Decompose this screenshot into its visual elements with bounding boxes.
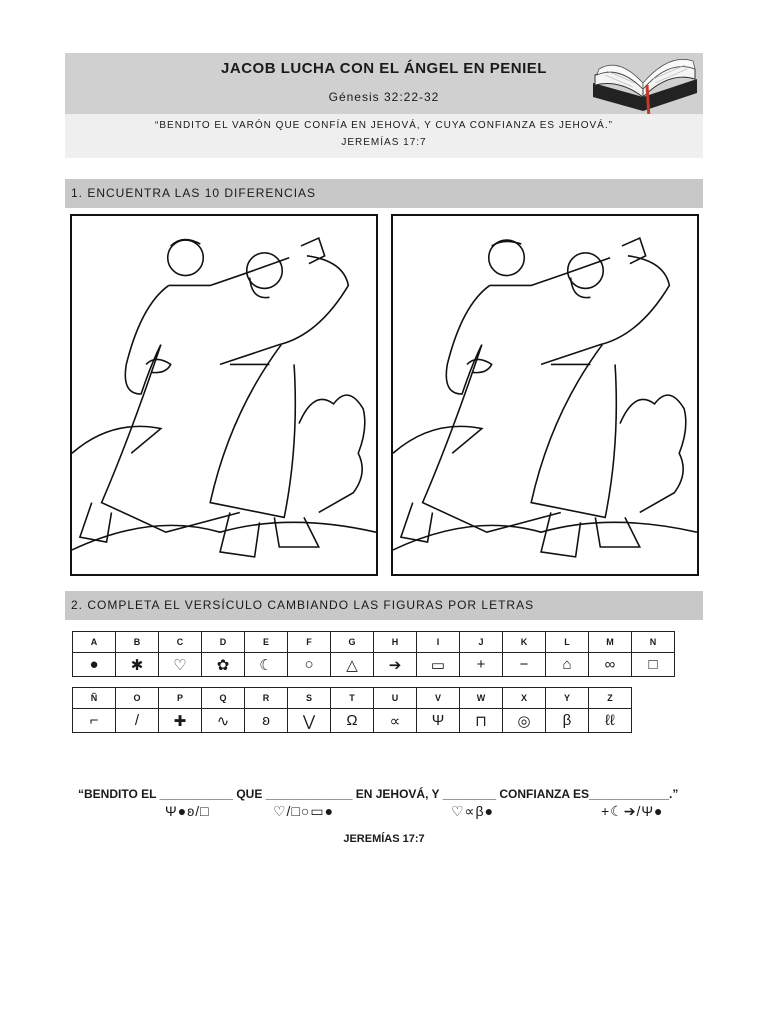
cipher-symbol-icon: △ — [331, 653, 374, 677]
section-2-heading: 2. COMPLETA EL VERSÍCULO CAMBIANDO LAS FIGURAS POR LETRAS — [65, 591, 703, 620]
cipher-letter: D — [202, 632, 245, 653]
cipher-letter: E — [245, 632, 288, 653]
cipher-letter: Z — [589, 688, 632, 709]
cipher-letter: K — [503, 632, 546, 653]
cipher-symbol-icon: ⋁ — [288, 709, 331, 733]
cipher-symbol-icon: β — [546, 709, 589, 733]
exercise-reference: JEREMÍAS 17:7 — [343, 833, 425, 845]
illustration-right — [391, 214, 699, 576]
cipher-symbol-icon: / — [116, 709, 159, 733]
cipher-letter: U — [374, 688, 417, 709]
memory-verse-reference: JEREMÍAS 17:7 — [341, 137, 427, 148]
cipher-letter: Y — [546, 688, 589, 709]
cipher-symbol-icon: ʚ — [245, 709, 288, 733]
worksheet-title: JACOB LUCHA CON EL ÁNGEL EN PENIEL — [221, 60, 547, 77]
cipher-letter: B — [116, 632, 159, 653]
cipher-letter: V — [417, 688, 460, 709]
cipher-key-row-1 — [72, 631, 675, 677]
cipher-letter: N — [632, 632, 675, 653]
cipher-symbol-icon: ➔ — [374, 653, 417, 677]
cipher-symbol-icon: ℓℓ — [589, 709, 632, 733]
cipher-symbol-icon: □ — [632, 653, 675, 677]
scripture-reference: Génesis 32:22-32 — [328, 90, 440, 104]
cipher-symbol-icon: ✱ — [116, 653, 159, 677]
cipher-letter: R — [245, 688, 288, 709]
cipher-symbol-icon: ⌐ — [73, 709, 116, 733]
cipher-letter: J — [460, 632, 503, 653]
fill-in-verse: “BENDITO EL ___________ QUE _____________ EN JEHOVÁ, Y ________ CONFIANZA ES____________.” — [78, 787, 679, 801]
cipher-letter: L — [546, 632, 589, 653]
cipher-symbol-icon: ▭ — [417, 653, 460, 677]
wrestling-illustration-original — [72, 216, 376, 574]
cipher-letter: Ñ — [73, 688, 116, 709]
code-word-1: Ψ●ʚ/□ — [165, 803, 210, 819]
cipher-letter: O — [116, 688, 159, 709]
cipher-letter: G — [331, 632, 374, 653]
cipher-symbol-icon: ✚ — [159, 709, 202, 733]
cipher-letter: T — [331, 688, 374, 709]
cipher-symbol-icon: Ψ — [417, 709, 460, 733]
cipher-letter: X — [503, 688, 546, 709]
cipher-letter: Q — [202, 688, 245, 709]
cipher-symbol-icon: ⌂ — [546, 653, 589, 677]
cipher-symbol-icon: ∞ — [589, 653, 632, 677]
cipher-symbol-icon: ● — [73, 653, 116, 677]
illustration-left — [70, 214, 378, 576]
code-word-2: ♡/□○▭● — [273, 803, 335, 819]
wrestling-illustration-modified — [393, 216, 697, 574]
cipher-symbol-icon: − — [503, 653, 546, 677]
cipher-symbol-icon: ✿ — [202, 653, 245, 677]
cipher-letter: S — [288, 688, 331, 709]
cipher-symbol-icon: ⊓ — [460, 709, 503, 733]
cipher-symbol-icon: Ω — [331, 709, 374, 733]
cipher-letter: F — [288, 632, 331, 653]
cipher-symbol-icon: ∝ — [374, 709, 417, 733]
cipher-key-row-2 — [72, 687, 632, 733]
cipher-symbol-icon: ◎ — [503, 709, 546, 733]
code-word-4: +☾➔/Ψ● — [601, 803, 664, 819]
cipher-letter: I — [417, 632, 460, 653]
section-1-heading: 1. ENCUENTRA LAS 10 DIFERENCIAS — [65, 179, 703, 208]
cipher-symbol-icon: ♡ — [159, 653, 202, 677]
cipher-symbol-icon: ○ — [288, 653, 331, 677]
header-verse-band — [65, 114, 703, 158]
worksheet-header — [65, 53, 703, 158]
memory-verse: “BENDITO EL VARÓN QUE CONFÍA EN JEHOVÁ, Y CUYA CONFIANZA ES JEHOVÁ.” — [155, 120, 613, 131]
cipher-letter: M — [589, 632, 632, 653]
cipher-letter: C — [159, 632, 202, 653]
code-word-3: ♡∝β● — [451, 803, 495, 819]
cipher-letter: H — [374, 632, 417, 653]
cipher-letter: A — [73, 632, 116, 653]
open-bible-icon — [585, 45, 705, 125]
cipher-letter: P — [159, 688, 202, 709]
cipher-symbol-icon: ☾ — [245, 653, 288, 677]
header-title-band — [65, 53, 703, 114]
cipher-symbol-icon: ∿ — [202, 709, 245, 733]
cipher-letter: W — [460, 688, 503, 709]
cipher-symbol-icon: + — [460, 653, 503, 677]
